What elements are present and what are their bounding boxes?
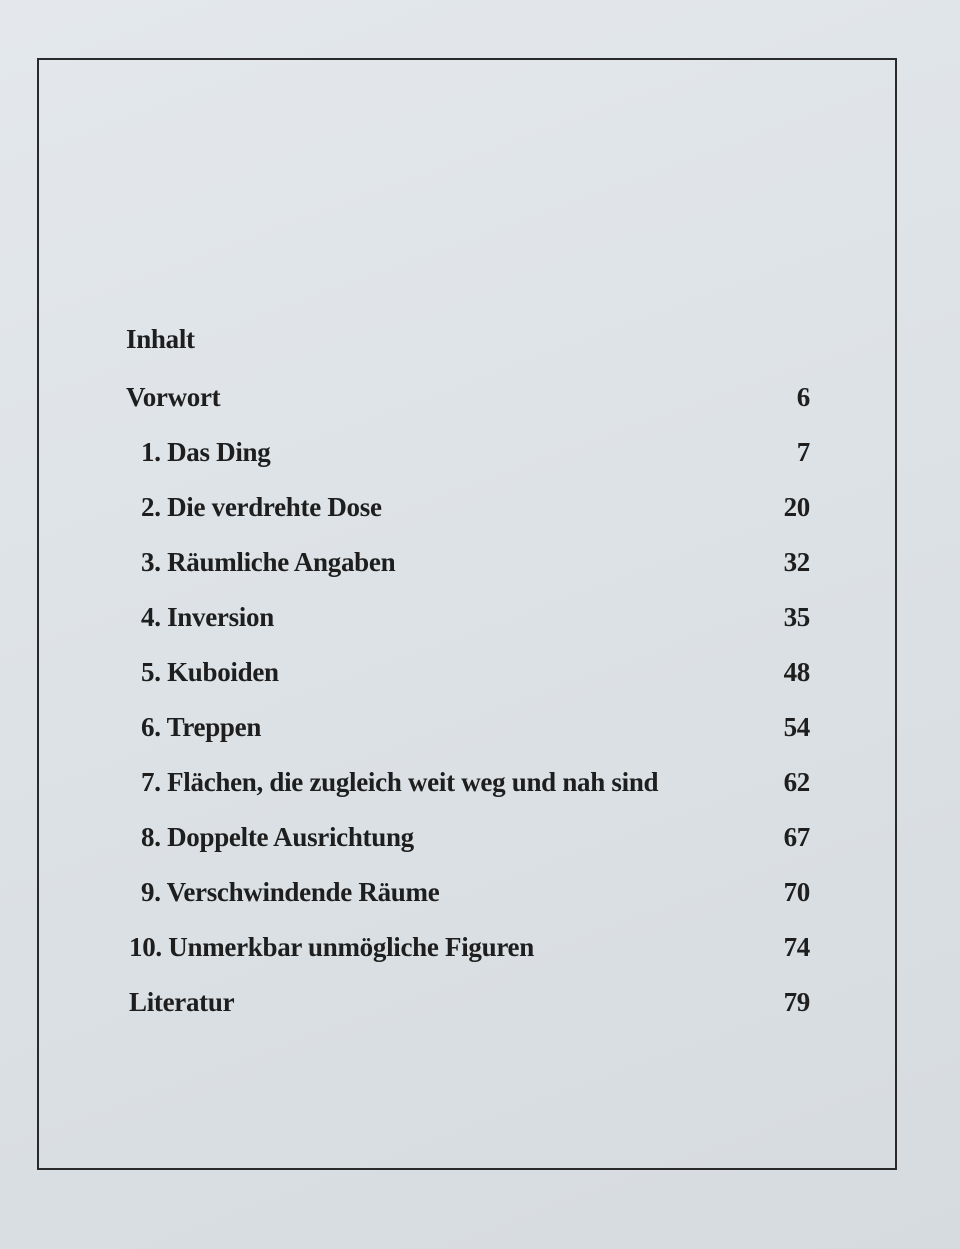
toc-entry-title: Vorwort bbox=[126, 382, 221, 412]
toc-entry-chapter-5 bbox=[126, 649, 810, 704]
toc-entry-page: 6 bbox=[796, 382, 810, 412]
toc-entry-page: 35 bbox=[783, 602, 810, 632]
toc-entry-title: 3. Räumliche Angaben bbox=[141, 547, 396, 577]
toc-entry-page: 54 bbox=[783, 712, 810, 742]
toc-entry-literatur bbox=[126, 979, 810, 1034]
toc-entry-chapter-8 bbox=[126, 814, 810, 869]
toc-entry-title: 9. Verschwindende Räume bbox=[141, 877, 440, 907]
toc-heading: Inhalt bbox=[126, 324, 195, 354]
toc-entry-title: 7. Flächen, die zugleich weit weg und nah sind bbox=[141, 767, 659, 797]
toc-entry-title: 8. Doppelte Ausrichtung bbox=[141, 822, 414, 852]
toc-entry-chapter-2 bbox=[126, 484, 810, 539]
toc-entry-vorwort bbox=[126, 374, 810, 429]
toc-entry-chapter-3 bbox=[126, 539, 810, 594]
toc-entry-page: 32 bbox=[783, 547, 810, 577]
toc-entry-page: 62 bbox=[783, 767, 810, 797]
toc-entry-title: 2. Die verdrehte Dose bbox=[141, 492, 382, 522]
toc-entry-page: 67 bbox=[783, 822, 810, 852]
toc-entry-title: 4. Inversion bbox=[141, 602, 274, 632]
toc-entry-chapter-1 bbox=[126, 429, 810, 484]
toc-entry-chapter-6 bbox=[126, 704, 810, 759]
toc-entry-page: 20 bbox=[783, 492, 810, 522]
toc-entry-page: 79 bbox=[783, 987, 810, 1017]
toc-entry-chapter-10 bbox=[126, 924, 810, 979]
toc-entry-page: 74 bbox=[783, 932, 810, 962]
toc-entry-chapter-4 bbox=[126, 594, 810, 649]
toc-entry-chapter-7 bbox=[126, 759, 810, 814]
toc-entry-page: 70 bbox=[783, 877, 810, 907]
toc-list bbox=[126, 374, 810, 1034]
toc-entry-chapter-9 bbox=[126, 869, 810, 924]
toc-entry-page: 7 bbox=[796, 437, 810, 467]
toc-entry-page: 48 bbox=[783, 657, 810, 687]
toc-entry-title: Literatur bbox=[129, 987, 235, 1017]
toc-entry-title: 6. Treppen bbox=[141, 712, 262, 742]
toc-entry-title: 5. Kuboiden bbox=[141, 657, 279, 687]
toc-entry-title: 10. Unmerkbar unmögliche Figuren bbox=[129, 932, 534, 962]
toc-entry-title: 1. Das Ding bbox=[141, 437, 271, 467]
